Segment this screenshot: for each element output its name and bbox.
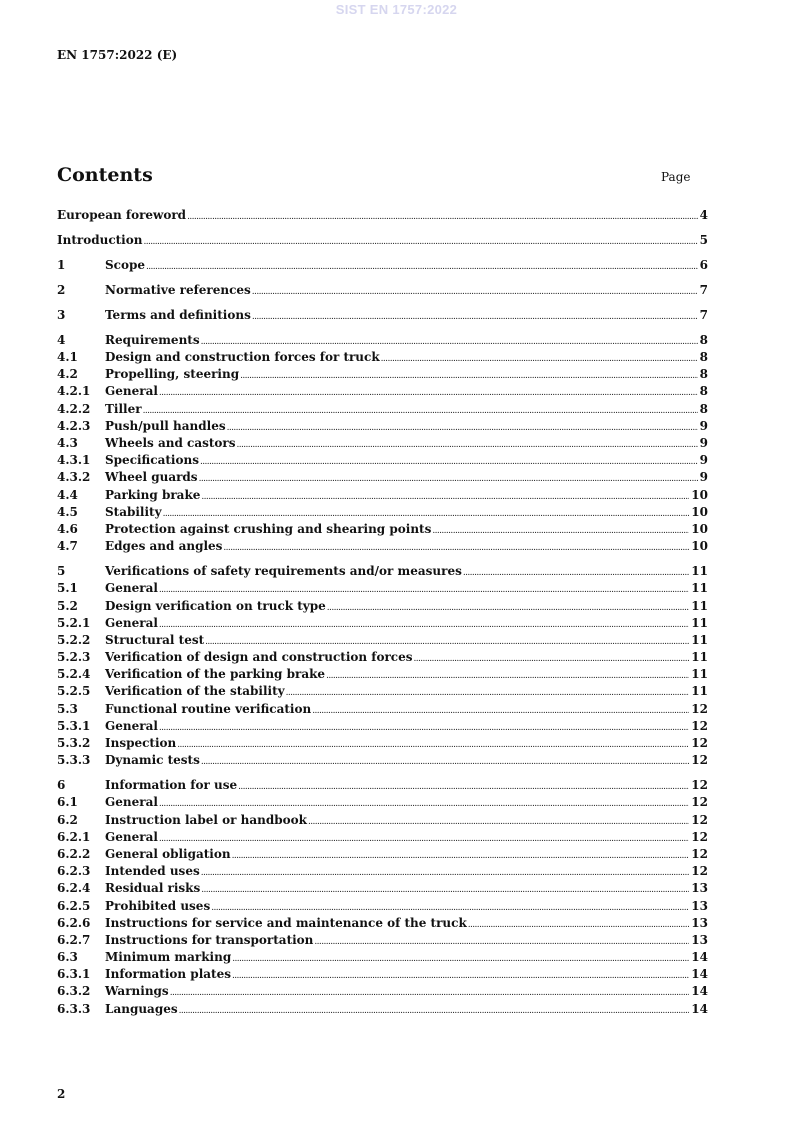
toc-dot-leader	[232, 848, 690, 865]
toc-entry-number: 1	[57, 257, 66, 272]
toc-dot-leader	[201, 754, 689, 771]
toc-entry-number: 5.3.3	[57, 753, 91, 768]
toc-entry-title: Propelling, steering	[105, 367, 240, 382]
toc-entry-page: 9	[699, 470, 708, 485]
toc-entry[interactable]	[57, 282, 708, 299]
toc-dot-leader	[179, 1003, 690, 1020]
toc-entry-page: 12	[691, 795, 708, 810]
toc-dot-leader	[143, 403, 698, 420]
toc-entry-title: Normative references	[105, 282, 251, 297]
toc-dot-leader	[187, 209, 698, 226]
toc-entry-page: 14	[691, 984, 708, 999]
toc-entry[interactable]	[57, 794, 708, 811]
toc-entry-page: 8	[699, 367, 708, 382]
document-id: EN 1757:2022 (E)	[57, 48, 178, 62]
toc-entry-page: 11	[691, 684, 708, 699]
toc-entry-title: General	[105, 615, 158, 630]
toc-entry-page: 8	[699, 350, 708, 365]
toc-entry[interactable]	[57, 401, 708, 418]
toc-entry-title: General obligation	[105, 846, 231, 861]
toc-entry-number: 4.3	[57, 436, 78, 451]
toc-entry[interactable]	[57, 829, 708, 846]
toc-entry-number: 6.2.6	[57, 915, 91, 930]
toc-dot-leader	[326, 668, 689, 685]
toc-entry-number: 4.4	[57, 487, 78, 502]
toc-entry[interactable]	[57, 701, 708, 718]
toc-dot-leader	[240, 368, 698, 385]
toc-entry-title: Residual risks	[105, 881, 201, 896]
toc-entry-title: Structural test	[105, 632, 205, 647]
toc-dot-leader	[252, 284, 698, 301]
toc-dot-leader	[177, 737, 689, 754]
toc-entry-page: 10	[691, 487, 708, 502]
toc-entry-number: 5	[57, 564, 66, 579]
toc-dot-leader	[201, 865, 690, 882]
toc-entry-page: 8	[699, 332, 708, 347]
toc-dot-leader	[327, 600, 690, 617]
toc-entry-title: Edges and angles	[105, 539, 223, 554]
toc-entry-title: Instruction label or handbook	[105, 812, 307, 827]
toc-entry-number: 6.2.3	[57, 864, 91, 879]
toc-entry[interactable]	[57, 777, 708, 794]
table-of-contents	[57, 207, 708, 1018]
toc-entry-title: Scope	[105, 257, 146, 272]
toc-entry-number: 4.5	[57, 504, 78, 519]
toc-entry-page: 11	[691, 667, 708, 682]
toc-entry[interactable]	[57, 932, 708, 949]
toc-entry-page: 12	[691, 718, 708, 733]
toc-entry-title: Introduction	[57, 232, 143, 247]
toc-entry-number: 5.2.5	[57, 684, 91, 699]
toc-entry[interactable]	[57, 563, 708, 580]
toc-entry-title: Instructions for transportation	[105, 932, 314, 947]
toc-entry[interactable]	[57, 649, 708, 666]
toc-entry-number: 6.3.3	[57, 1001, 91, 1016]
toc-entry-title: General	[105, 581, 158, 596]
toc-dot-leader	[143, 234, 697, 251]
toc-entry-title: Protection against crushing and shearing points	[105, 521, 432, 536]
toc-entry-number: 4.3.1	[57, 453, 91, 468]
toc-entry-page: 6	[699, 257, 708, 272]
toc-entry-number: 2	[57, 282, 66, 297]
toc-dot-leader	[468, 917, 690, 934]
toc-dot-leader	[312, 703, 689, 720]
toc-entry-number: 6.3.2	[57, 984, 91, 999]
toc-dot-leader	[237, 437, 698, 454]
toc-entry[interactable]	[57, 307, 708, 324]
toc-entry-page: 14	[691, 1001, 708, 1016]
toc-entry-title: Verifications of safety requirements and/or measures	[105, 564, 462, 579]
toc-entry-title: Intended uses	[105, 864, 200, 879]
toc-entry-page: 10	[691, 521, 708, 536]
toc-entry-page: 12	[691, 736, 708, 751]
toc-dot-leader	[232, 951, 689, 968]
toc-entry[interactable]	[57, 521, 708, 538]
toc-entry[interactable]	[57, 915, 708, 932]
toc-entry[interactable]	[57, 598, 708, 615]
toc-dot-leader	[199, 471, 698, 488]
toc-entry[interactable]	[57, 580, 708, 597]
toc-entry-title: Tiller	[105, 401, 142, 416]
toc-dot-leader	[223, 540, 689, 557]
toc-entry-number: 4.2	[57, 367, 78, 382]
toc-entry-page: 11	[691, 598, 708, 613]
toc-entry-title: General	[105, 829, 158, 844]
toc-entry-title: Prohibited uses	[105, 898, 211, 913]
toc-entry-title: Warnings	[105, 984, 169, 999]
toc-entry-number: 6.3.1	[57, 967, 91, 982]
toc-entry[interactable]	[57, 615, 708, 632]
contents-heading: Contents	[57, 164, 153, 186]
toc-entry-page: 11	[691, 581, 708, 596]
toc-entry-number: 5.3.1	[57, 718, 91, 733]
page-number: 2	[57, 1087, 66, 1101]
toc-entry-number: 4.2.2	[57, 401, 91, 416]
toc-entry-page: 9	[699, 436, 708, 451]
toc-entry[interactable]	[57, 632, 708, 649]
toc-entry[interactable]	[57, 452, 708, 469]
toc-entry-title: Requirements	[105, 332, 200, 347]
toc-entry-title: Minimum marking	[105, 950, 232, 965]
toc-entry-number: 4.1	[57, 350, 78, 365]
toc-entry-page: 12	[691, 778, 708, 793]
toc-entry[interactable]	[57, 966, 708, 983]
toc-entry[interactable]	[57, 435, 708, 452]
toc-entry-title: Push/pull handles	[105, 418, 226, 433]
toc-entry-number: 5.2.2	[57, 632, 91, 647]
toc-dot-leader	[232, 968, 689, 985]
toc-entry-number: 6.2.5	[57, 898, 91, 913]
toc-dot-leader	[159, 831, 689, 848]
toc-entry[interactable]	[57, 538, 708, 555]
toc-entry-title: Stability	[105, 504, 162, 519]
toc-dot-leader	[432, 523, 689, 540]
toc-entry-page: 11	[691, 632, 708, 647]
toc-entry-number: 6.3	[57, 950, 78, 965]
toc-entry-page: 12	[691, 701, 708, 716]
toc-entry[interactable]	[57, 949, 708, 966]
toc-entry-number: 4.2.1	[57, 384, 91, 399]
toc-entry[interactable]	[57, 383, 708, 400]
toc-entry-title: Terms and definitions	[105, 307, 251, 322]
toc-entry-page: 13	[691, 915, 708, 930]
toc-entry-number: 4.3.2	[57, 470, 91, 485]
toc-entry[interactable]	[57, 880, 708, 897]
toc-dot-leader	[159, 617, 689, 634]
watermark: SIST EN 1757:2022	[335, 2, 458, 17]
toc-entry-number: 5.2.3	[57, 650, 91, 665]
toc-entry[interactable]	[57, 332, 708, 349]
toc-entry-title: Information plates	[105, 967, 231, 982]
toc-entry-number: 4	[57, 332, 66, 347]
toc-entry[interactable]	[57, 418, 708, 435]
toc-entry-number: 6	[57, 778, 66, 793]
toc-entry-title: Design verification on truck type	[105, 598, 326, 613]
toc-entry-title: Parking brake	[105, 487, 201, 502]
toc-entry-title: Specifications	[105, 453, 199, 468]
toc-entry-number: 5.2.4	[57, 667, 91, 682]
toc-dot-leader	[314, 934, 689, 951]
toc-entry-page: 7	[699, 307, 708, 322]
toc-entry-page: 8	[699, 384, 708, 399]
toc-entry-page: 8	[699, 401, 708, 416]
toc-entry[interactable]	[57, 487, 708, 504]
toc-entry-page: 12	[691, 812, 708, 827]
toc-entry-title: Instructions for service and maintenance of the truck	[105, 915, 467, 930]
toc-entry-page: 4	[699, 208, 708, 222]
toc-entry-page: 9	[699, 418, 708, 433]
toc-entry-title: Wheel guards	[105, 470, 198, 485]
toc-dot-leader	[200, 454, 698, 471]
toc-entry-page: 12	[691, 753, 708, 768]
toc-entry-title: General	[105, 718, 158, 733]
toc-entry-title: Verification of the stability	[105, 684, 285, 699]
toc-entry-page: 12	[691, 829, 708, 844]
toc-entry-title: Languages	[105, 1001, 178, 1016]
toc-entry-number: 6.2.2	[57, 846, 91, 861]
toc-entry-page: 14	[691, 950, 708, 965]
toc-entry-number: 4.6	[57, 521, 78, 536]
toc-entry[interactable]	[57, 349, 708, 366]
toc-entry[interactable]	[57, 983, 708, 1000]
toc-entry-number: 5.1	[57, 581, 78, 596]
toc-entry-page: 11	[691, 564, 708, 579]
toc-entry-page: 12	[691, 846, 708, 861]
toc-entry[interactable]	[57, 366, 708, 383]
toc-entry-page: 13	[691, 932, 708, 947]
toc-dot-leader	[413, 651, 689, 668]
toc-entry-title: Functional routine verification	[105, 701, 312, 716]
toc-entry[interactable]	[57, 718, 708, 735]
toc-entry-title: Information for use	[105, 778, 238, 793]
toc-entry-page: 9	[699, 453, 708, 468]
toc-entry[interactable]	[57, 846, 708, 863]
toc-entry-number: 6.2.7	[57, 932, 91, 947]
toc-entry-title: Verification of the parking brake	[105, 667, 326, 682]
toc-entry[interactable]	[57, 666, 708, 683]
toc-entry-number: 4.2.3	[57, 418, 91, 433]
toc-entry-number: 5.2	[57, 598, 78, 613]
toc-entry-title: Inspection	[105, 736, 177, 751]
page-column-label: Page	[661, 170, 691, 184]
toc-entry-page: 5	[699, 232, 708, 247]
toc-entry-number: 5.3.2	[57, 736, 91, 751]
toc-entry-title: Dynamic tests	[105, 753, 200, 768]
toc-entry-title: General	[105, 384, 158, 399]
toc-entry-page: 10	[691, 539, 708, 554]
toc-entry-page: 10	[691, 504, 708, 519]
toc-entry[interactable]	[57, 232, 708, 249]
toc-entry-title: European foreword	[57, 208, 187, 222]
toc-entry[interactable]	[57, 752, 708, 769]
toc-entry-number: 5.2.1	[57, 615, 91, 630]
toc-entry[interactable]	[57, 504, 708, 521]
toc-entry-title: General	[105, 795, 158, 810]
toc-entry[interactable]	[57, 683, 708, 700]
toc-entry-title: Wheels and castors	[105, 436, 236, 451]
toc-entry[interactable]	[57, 863, 708, 880]
toc-dot-leader	[286, 685, 690, 702]
toc-dot-leader	[227, 420, 698, 437]
toc-entry[interactable]	[57, 207, 708, 224]
toc-dot-leader	[308, 814, 689, 831]
toc-entry-page: 11	[691, 615, 708, 630]
toc-entry-number: 5.3	[57, 701, 78, 716]
toc-entry-page: 11	[691, 650, 708, 665]
toc-entry-title: Design and construction forces for truck	[105, 350, 380, 365]
toc-dot-leader	[159, 720, 689, 737]
toc-entry-number: 3	[57, 307, 66, 322]
toc-entry-page: 13	[691, 898, 708, 913]
toc-entry-number: 6.2	[57, 812, 78, 827]
toc-entry[interactable]	[57, 898, 708, 915]
toc-dot-leader	[146, 259, 698, 276]
toc-entry-page: 13	[691, 881, 708, 896]
toc-entry-number: 4.7	[57, 539, 78, 554]
toc-entry-page: 12	[691, 864, 708, 879]
toc-entry-title: Verification of design and construction forces	[105, 650, 413, 665]
toc-dot-leader	[238, 779, 689, 796]
toc-dot-leader	[159, 385, 698, 402]
toc-entry-number: 6.1	[57, 795, 78, 810]
toc-entry[interactable]	[57, 469, 708, 486]
toc-entry-number: 6.2.4	[57, 881, 91, 896]
toc-entry[interactable]	[57, 735, 708, 752]
toc-dot-leader	[463, 565, 689, 582]
toc-dot-leader	[201, 882, 689, 899]
toc-dot-leader	[170, 985, 690, 1002]
toc-entry[interactable]	[57, 812, 708, 829]
toc-dot-leader	[252, 309, 698, 326]
toc-entry[interactable]	[57, 1001, 708, 1018]
toc-entry[interactable]	[57, 257, 708, 274]
toc-dot-leader	[381, 351, 698, 368]
toc-entry-number: 6.2.1	[57, 829, 91, 844]
toc-entry-page: 14	[691, 967, 708, 982]
toc-dot-leader	[201, 489, 689, 506]
toc-entry-page: 7	[699, 282, 708, 297]
